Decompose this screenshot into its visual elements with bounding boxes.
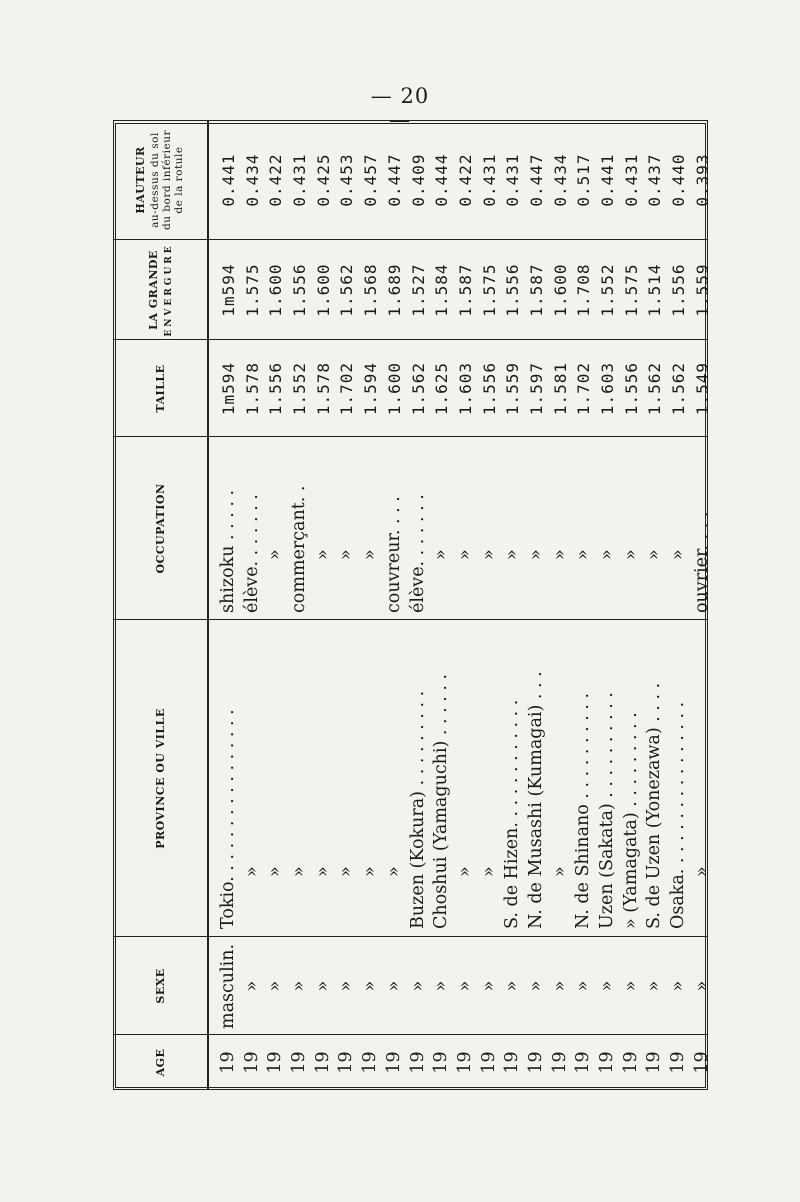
hauteur-cell: 0.431	[621, 153, 641, 207]
sexe-cell: »	[383, 980, 404, 992]
occupation-cell: élève. . . . . . .	[407, 494, 428, 613]
age-cell: 19	[454, 1051, 475, 1074]
header-hauteur-line1: au-dessus du sol	[149, 132, 161, 228]
age-cell: 19	[549, 1051, 570, 1074]
taille-cell: 1.702	[574, 361, 594, 416]
occupation-cell: »	[431, 549, 452, 560]
taille-cell: 1.562	[669, 361, 689, 416]
age-cell: 19	[597, 1051, 617, 1074]
hauteur-cell: 0.431	[503, 153, 523, 207]
hauteur-cell: 0.517	[574, 153, 594, 207]
province-cell: »	[241, 866, 262, 877]
header-province: PROVINCE OU VILLE	[153, 708, 167, 849]
sexe-cell: »	[360, 980, 381, 992]
age-cell: 19	[312, 1051, 333, 1074]
hauteur-cell: 0.457	[361, 153, 381, 207]
table-header	[113, 120, 209, 1090]
sexe-cell: »	[525, 980, 546, 992]
province-cell: Buzen (Kokura) . . . . . . . . .	[407, 690, 428, 929]
table-row	[572, 120, 596, 1090]
envergure-cell: 1.600	[266, 263, 286, 317]
table-row	[312, 120, 336, 1090]
sexe-cell: »	[265, 980, 286, 992]
taille-cell: 1.556	[266, 361, 286, 416]
province-cell: »	[454, 866, 475, 877]
occupation-cell: »	[360, 549, 381, 560]
occupation-cell: couvreur. . . .	[383, 496, 404, 613]
header-taille: TAILLE	[153, 364, 167, 413]
envergure-cell: 1.587	[455, 263, 475, 317]
sexe-cell: »	[241, 980, 262, 992]
taille-cell: 1m594	[219, 361, 238, 416]
sexe-cell: »	[668, 980, 689, 992]
hauteur-cell: 0.441	[598, 153, 617, 207]
envergure-cell: 1.556	[290, 263, 310, 317]
sexe-cell: »	[691, 980, 712, 992]
header-envergure	[113, 240, 207, 340]
table-row	[501, 120, 525, 1090]
occupation-cell: »	[620, 549, 641, 560]
age-cell: 19	[691, 1051, 712, 1074]
envergure-cell: 1.514	[645, 263, 665, 317]
envergure-cell: 1.568	[361, 263, 381, 317]
taille-cell: 1.603	[455, 361, 475, 416]
hauteur-cell: 0.441	[219, 153, 238, 207]
envergure-cell: 1.600	[313, 263, 333, 317]
occupation-cell: »	[573, 549, 594, 560]
measurement-table	[113, 120, 712, 1090]
sexe-cell: »	[620, 980, 641, 992]
province-cell: »	[383, 866, 404, 877]
occupation-cell: élève. . . . . . .	[241, 494, 262, 613]
hauteur-cell: 0.447	[526, 153, 546, 207]
province-cell: »	[289, 866, 310, 877]
age-cell: 19	[502, 1051, 523, 1074]
hauteur-cell: 0.434	[550, 153, 570, 207]
table-row	[549, 120, 573, 1090]
table-row	[335, 120, 359, 1090]
taille-cell: 1.594	[361, 361, 381, 416]
age-cell: 19	[644, 1051, 665, 1074]
sexe-cell: »	[573, 980, 594, 992]
age-cell: 19	[668, 1051, 689, 1074]
header-sexe: SEXE	[153, 968, 167, 1004]
age-cell: 19	[218, 1051, 238, 1074]
table-row	[525, 120, 549, 1090]
sexe-cell: »	[431, 980, 452, 992]
age-cell: 19	[289, 1051, 310, 1074]
table-row	[288, 120, 312, 1090]
envergure-cell: 1m594	[219, 263, 238, 317]
hauteur-cell: 0.437	[645, 153, 665, 207]
header-hauteur-title: HAUTEUR	[134, 146, 147, 214]
occupation-cell: ouvrier. . . .	[691, 511, 712, 613]
envergure-cell: 1.708	[574, 263, 594, 317]
taille-cell: 1.562	[408, 361, 428, 416]
table-body	[217, 120, 714, 1090]
occupation-cell: »	[668, 549, 689, 560]
header-hauteur-line3: de la rotule	[173, 146, 185, 214]
age-cell: 19	[336, 1051, 357, 1074]
table-row	[264, 120, 288, 1090]
table-row	[407, 120, 431, 1090]
hauteur-cell: 0.431	[479, 153, 499, 207]
header-envergure-line1: LA GRANDE	[146, 250, 160, 330]
envergure-cell: 1.575	[479, 263, 499, 317]
table-row	[383, 120, 407, 1090]
occupation-cell: »	[336, 549, 357, 560]
taille-cell: 1.556	[479, 361, 499, 416]
sexe-cell: »	[289, 980, 310, 992]
age-cell: 19	[360, 1051, 381, 1074]
hauteur-cell: 0.453	[337, 153, 357, 207]
table-row	[478, 120, 502, 1090]
province-cell: Osaka. . . . . . . . . . . . . . . .	[668, 701, 689, 929]
table-row	[359, 120, 383, 1090]
taille-cell: 1.552	[290, 361, 310, 416]
age-cell: 19	[265, 1051, 286, 1074]
occupation-cell: commerçant. .	[289, 485, 310, 613]
hauteur-cell: 0.422	[455, 153, 475, 207]
envergure-cell: 1.552	[598, 263, 617, 317]
table-row	[217, 120, 241, 1090]
hauteur-cell: 0.440	[669, 153, 689, 207]
occupation-cell: »	[454, 549, 475, 560]
occupation-cell: »	[597, 549, 617, 560]
header-occupation: OCCUPATION	[153, 483, 167, 574]
province-cell: »	[265, 866, 286, 877]
hauteur-cell: 0.431	[290, 153, 310, 207]
province-cell: »	[549, 866, 570, 877]
taille-cell: 1.581	[550, 361, 570, 416]
occupation-cell: »	[549, 549, 570, 560]
sexe-cell: »	[407, 980, 428, 992]
table-row	[596, 120, 620, 1090]
occupation-cell: »	[478, 549, 499, 560]
table-row	[643, 120, 667, 1090]
envergure-cell: 1.587	[526, 263, 546, 317]
sexe-cell: »	[644, 980, 665, 992]
table-row	[454, 120, 478, 1090]
taille-cell: 1.578	[313, 361, 333, 416]
hauteur-cell: 0.409	[408, 153, 428, 207]
age-cell: 19	[620, 1051, 641, 1074]
envergure-cell: 1.556	[669, 263, 689, 317]
taille-cell: 1.600	[384, 361, 404, 416]
header-envergure-line2: ENVERGURE	[163, 243, 174, 337]
hauteur-cell: 0.444	[432, 153, 452, 207]
province-cell: »	[691, 866, 712, 877]
table-row	[241, 120, 265, 1090]
envergure-cell: 1.584	[432, 263, 452, 317]
age-cell: 19	[383, 1051, 404, 1074]
age-cell: 19	[241, 1051, 262, 1074]
table-row	[620, 120, 644, 1090]
envergure-cell: 1.556	[503, 263, 523, 317]
envergure-cell: 1.689	[384, 263, 404, 317]
sexe-cell: »	[549, 980, 570, 992]
taille-cell: 1.578	[242, 361, 262, 416]
province-cell: »	[312, 866, 333, 877]
sexe-cell: »	[336, 980, 357, 992]
table-row	[691, 120, 715, 1090]
taille-cell: 1.597	[526, 361, 546, 416]
taille-cell: 1.625	[432, 361, 452, 416]
province-cell: N. de Musashi (Kumagai) . . .	[525, 671, 546, 929]
taille-cell: 1.702	[337, 361, 357, 416]
sexe-cell: »	[478, 980, 499, 992]
age-cell: 19	[525, 1051, 546, 1074]
taille-cell: 1.562	[645, 361, 665, 416]
header-hauteur-line2: du bord inférieur	[161, 129, 173, 231]
sexe-cell: »	[597, 980, 617, 992]
hauteur-cell: 0.425	[313, 153, 333, 207]
taille-cell: 1.603	[598, 361, 617, 416]
province-cell: Tokio. . . . . . . . . . . . . . . .	[218, 709, 238, 929]
age-cell: 19	[407, 1051, 428, 1074]
occupation-cell: »	[265, 549, 286, 560]
sexe-cell: masculin.	[218, 943, 238, 1029]
occupation-cell: »	[525, 549, 546, 560]
province-cell: N. de Shinano . . . . . . . . . .	[573, 692, 594, 929]
occupation-cell: »	[644, 549, 665, 560]
province-cell: »	[336, 866, 357, 877]
sexe-cell: »	[454, 980, 475, 992]
occupation-cell: »	[502, 549, 523, 560]
province-cell: »	[360, 866, 381, 877]
hauteur-cell: 0.422	[266, 153, 286, 207]
hauteur-cell: 0.393	[692, 153, 712, 207]
sexe-cell: »	[312, 980, 333, 992]
province-cell: Choshui (Yamaguchi) . . . . . .	[431, 673, 452, 929]
envergure-cell: 1.527	[408, 263, 428, 317]
sexe-cell: »	[502, 980, 523, 992]
province-cell: S. de Uzen (Yonezawa) . . . .	[644, 682, 665, 929]
province-cell: S. de Hizen. . . . . . . . . . . .	[502, 699, 523, 929]
occupation-cell: »	[312, 549, 333, 560]
envergure-cell: 1.559	[692, 263, 712, 317]
province-cell: Uzen (Sakata) . . . . . . . . . .	[597, 692, 617, 929]
header-hauteur	[113, 120, 207, 240]
table-row	[667, 120, 691, 1090]
header-age: AGE	[153, 1048, 167, 1077]
occupation-cell: shizoku . . . . .	[218, 489, 238, 613]
age-cell: 19	[478, 1051, 499, 1074]
envergure-cell: 1.600	[550, 263, 570, 317]
hauteur-cell: 0.434	[242, 153, 262, 207]
envergure-cell: 1.562	[337, 263, 357, 317]
envergure-cell: 1.575	[242, 263, 262, 317]
province-cell: » (Yamagata) . . . . . . . . .	[620, 712, 641, 929]
table-row	[430, 120, 454, 1090]
taille-cell: 1.549	[692, 361, 712, 416]
taille-cell: 1.559	[503, 361, 523, 416]
age-cell: 19	[573, 1051, 594, 1074]
age-cell: 19	[431, 1051, 452, 1074]
province-cell: »	[478, 866, 499, 877]
envergure-cell: 1.575	[621, 263, 641, 317]
page-number: — 20 —	[370, 84, 430, 132]
hauteur-cell: 0.447	[384, 153, 404, 207]
taille-cell: 1.556	[621, 361, 641, 416]
